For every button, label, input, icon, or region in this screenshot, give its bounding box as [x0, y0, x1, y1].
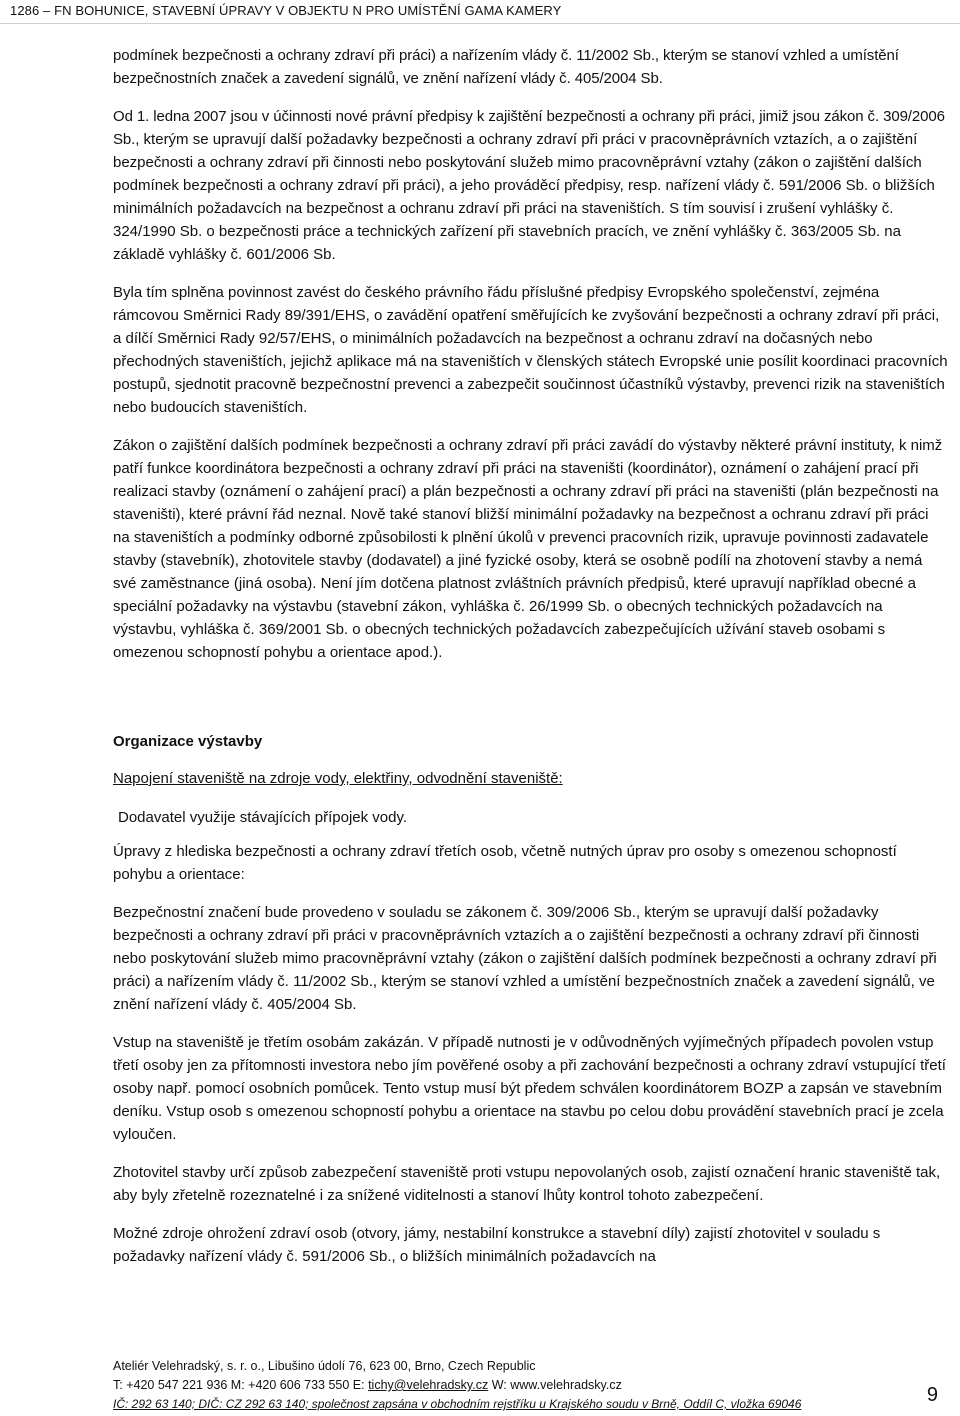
paragraph-intro-continuation: podmínek bezpečnosti a ochrany zdraví při práci) a nařízením vlády č. 11/2002 Sb., kterým se stanoví vzhled a umístění bezpečnostních značek a zavedení signálů, ve znění nařízení vlády č. 405/2004 Sb. [113, 47, 899, 87]
subheading-napojeni [113, 767, 949, 790]
footer-address: Ateliér Velehradský, s. r. o., Libušino údolí 76, 623 00, Brno, Czech Republic [113, 1359, 536, 1373]
paragraph-site-protection: Zhotovitel stavby určí způsob zabezpečení staveniště proti vstupu nepovolaných osob, zajistí označení hranic staveniště tak, aby byly zřetelně rozeznatelné i za snížené viditelnosti a stanoví lhůty kontrol tohoto zabezpečení. [113, 1164, 941, 1204]
page-number: 9 [926, 1384, 938, 1406]
paragraph-water-connection: Dodavatel využije stávajících přípojek vody. [118, 809, 408, 826]
page-header [0, 0, 960, 24]
footer-email-link[interactable]: tichy@velehradsky.cz [368, 1378, 489, 1392]
page-footer [113, 1357, 949, 1414]
paragraph-site-access: Vstup na staveniště je třetím osobám zakázán. V případě nutnosti je v odůvodněných vyjímečných případech povolen vstup třetí osoby jen za přítomnosti investora nebo jím pověřené osoby a při zachování bezpečnosti a ochrany zdraví vstupující třetí osoby např. pomocí osobních pomůcek. Tento vstup musí být předem schválen koordinátorem BOZP a zapsán ve stavebním deníku. Vstup osob s omezenou schopností pohybu a orientace na stavbu po celou dobu provádění stavebních prací je zcela vyloučen. [113, 1034, 946, 1143]
header-title: 1286 – FN BOHUNICE, STAVEBNÍ ÚPRAVY V OBJEKTU N PRO UMÍSTĚNÍ GAMA KAMERY [10, 3, 562, 18]
paragraph-legal-regulations-start: Od 1. ledna 2007 jsou v účinnosti nové právní předpisy k zajištění bezpečnosti a ochrany při práci, jimiž jsou zákon č. 309/2006 Sb. [113, 108, 945, 148]
section-heading-organizace: Organizace výstavby [113, 733, 263, 750]
paragraph-eu-directives: Byla tím splněna povinnost zavést do českého právního řádu příslušné předpisy Evropského společenství, zejména rámcovou Směrnici Rady 89/391/EHS, o zavádění opatření směřujících ke zvyšování bezpečnosti a ochrany zdraví při práci, a dílčí Směrnici Rady 92/57/EHS, o minimálních požadavcích na bezpečnost a ochranu zdraví na dočasných nebo přechodných staveništích, jejichž aplikace má na staveništích v členských státech Evropské unie posílit koordinaci pracovních postupů, sjednotit pracovně bezpečnostní prevenci a zabezpečit součinnost účastníků výstavby, prevenci rizik na staveništích nebo budoucích staveništích. [113, 284, 948, 416]
footer-web-link[interactable]: www.velehradsky.cz [510, 1378, 622, 1392]
paragraph-legal-regulations [113, 105, 949, 266]
footer-contacts [113, 1376, 949, 1395]
paragraph-law-institutes: Zákon o zajištění dalších podmínek bezpečnosti a ochrany zdraví při práci zavádí do výstavby některé právní instituty, k nimž patří funkce koordinátora bezpečnosti a ochrany zdraví při práci na staveništi (koordinátor), oznámení o zahájení prací při realizaci stavby (oznámení o zahájení prací) a plán bezpečnosti a ochrany zdraví při práci na staveništi (plán bezpečnosti na staveništi), které právní řád neznal. Nově také stanoví bližší minimální požadavky na bezpečnost a ochranu zdraví při práci na staveništích a podmínky odborné způsobilosti k plnění úkolů v prevenci pracovních rizik, upravuje povinnosti zadavatele stavby (stavebník), zhotovitele stavby (dodavatel) a jiné fyzické osoby, která se osobně podílí na zhotovení stavby a nemá své zaměstnance (jiná osoba). Není jím dotčena platnost zvláštních právních předpisů, které upravují například obecné a speciální požadavky na výstavbu (stavební zákon, vyhláška č. 26/1999 Sb. o obecných technických požadavcích na výstavbu, vyhláška č. 369/2001 Sb. o obecných technických požadavcích zabezpečujících užívání staveb osobami s omezenou schopností pohybu a orientace apod.). [113, 437, 943, 661]
footer-phone: T: +420 547 221 936 M: +420 606 733 550 E: [113, 1378, 369, 1392]
paragraph-legal-regulations-rest: , kterým se upravují další požadavky bezpečnosti a ochrany zdraví při práci v pracovněprávních vztazích, a o zajištění bezpečnosti a ochrany zdraví při činnosti nebo poskytování služeb mimo pracovněprávní vztahy (zákon o zajištění dalších podmínek bezpečnosti a ochrany zdraví při práci), a jeho prováděcí předpisy, resp. nařízení vlády č. 591/2006 Sb. o bližších minimálních požadavcích na bezpečnost a ochranu zdraví při práci na staveništích. S tím souvisí i zrušení vyhlášky č. 324/1990 Sb. o bezpečnosti práce a technických zařízení při stavebních pracích, ve znění vyhlášky č. 363/2005 Sb. na základě vyhlášky č. 601/2006 Sb. [113, 131, 935, 263]
footer-web-label: W: [488, 1378, 511, 1392]
subheading-colon: : [558, 770, 563, 787]
paragraph-safety-signage: Bezpečnostní značení bude provedeno v souladu se zákonem č. 309/2006 Sb., kterým se upravují další požadavky bezpečnosti a ochrany zdraví při práci v pracovněprávních vztazích a o zajištění bezpečnosti a ochrany zdraví při činnosti nebo poskytování služeb mimo pracovněprávní vztahy (zákon o zajištění dalších podmínek bezpečnosti a ochrany zdraví při práci) a nařízením vlády č. 11/2002 Sb., kterým se stanoví vzhled a umístění bezpečnostních značek a zavedení signálů, ve znění nařízení vlády č. 405/2004 Sb. [113, 904, 937, 1013]
paragraph-third-party-safety: Úpravy z hlediska bezpečnosti a ochrany zdraví třetích osob, včetně nutných úprav pro osoby s omezenou schopností pohybu a orientace: [113, 843, 897, 883]
paragraph-hazard-sources: Možné zdroje ohrožení zdraví osob (otvory, jámy, nestabilní konstrukce a stavební díly) zajistí zhotovitel v souladu s požadavky nařízení vlády č. 591/2006 Sb., o bližších minimálních požadavcích na [113, 1225, 881, 1265]
footer-registration: IČ: 292 63 140; DIČ: CZ 292 63 140; společnost zapsána v obchodním rejstříku u Krajského soudu v Brně, Oddíl C, vložka 69046 [113, 1397, 802, 1411]
document-body [113, 44, 949, 1283]
subheading-napojeni-text: Napojení staveniště na zdroje vody, elektřiny, odvodnění staveniště [113, 770, 559, 787]
